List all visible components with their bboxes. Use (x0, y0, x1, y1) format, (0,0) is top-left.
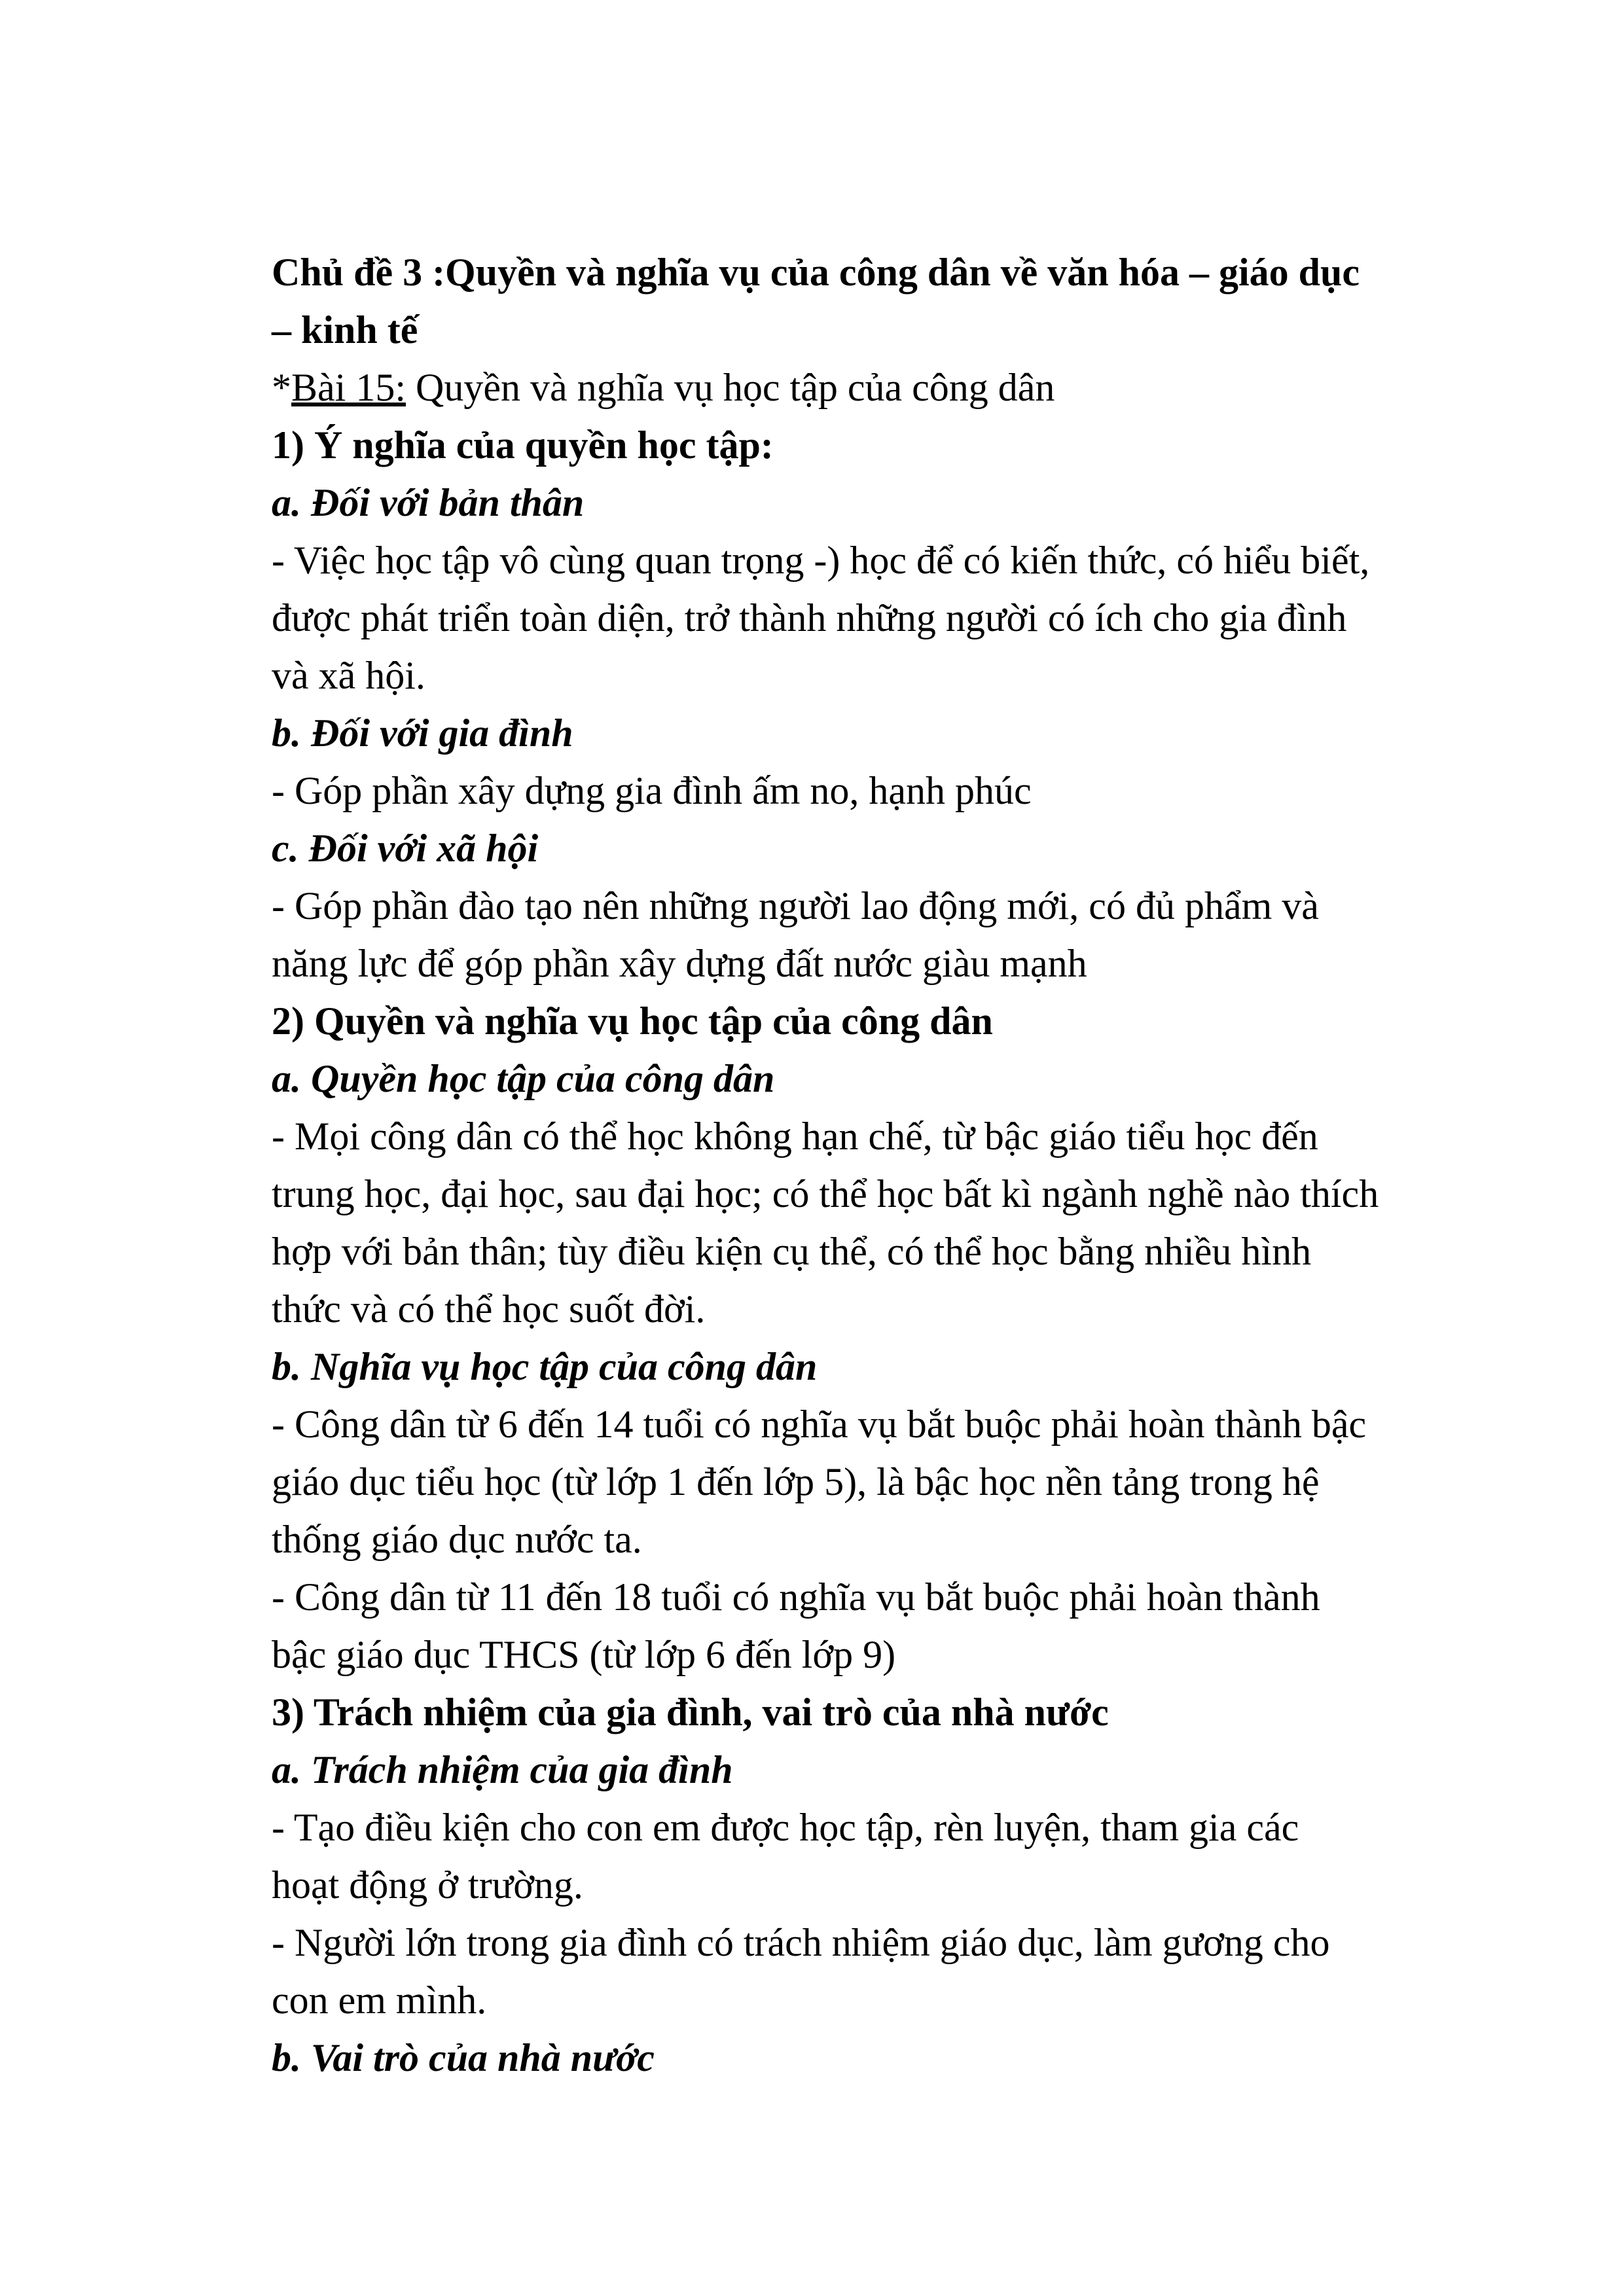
paragraph-line: được phát triển toàn diện, trở thành những người có ích cho gia đình (272, 596, 1347, 639)
lesson-label: Bài 15: (291, 366, 406, 409)
subsection-heading: b. Vai trò của nhà nước (272, 2036, 655, 2079)
paragraph-line: thống giáo dục nước ta. (272, 1518, 642, 1561)
paragraph-line: thức và có thể học suốt đời. (272, 1287, 706, 1331)
paragraph-line: - Công dân từ 11 đến 18 tuổi có nghĩa vụ bắt buộc phải hoàn thành (272, 1575, 1320, 1619)
paragraph-line: trung học, đại học, sau đại học; có thể học bất kì ngành nghề nào thích (272, 1172, 1379, 1215)
section-heading: 2) Quyền và nghĩa vụ học tập của công dân (272, 999, 993, 1043)
paragraph-line: năng lực để góp phần xây dựng đất nước giàu mạnh (272, 942, 1087, 985)
paragraph-line: - Mọi công dân có thể học không hạn chế, từ bậc giáo tiểu học đến (272, 1115, 1318, 1158)
paragraph-line: và xã hội. (272, 654, 425, 697)
lesson-prefix: * (272, 366, 291, 409)
paragraph-line: - Việc học tập vô cùng quan trọng -) học để có kiến thức, có hiểu biết, (272, 539, 1370, 582)
subsection-heading: a. Quyền học tập của công dân (272, 1057, 775, 1100)
paragraph-line: - Công dân từ 6 đến 14 tuổi có nghĩa vụ bắt buộc phải hoàn thành bậc (272, 1403, 1367, 1446)
subsection-heading: c. Đối với xã hội (272, 827, 539, 870)
document-title: Chủ đề 3 :Quyền và nghĩa vụ của công dân về văn hóa – giáo dục (272, 251, 1360, 294)
document-content (272, 243, 1528, 2087)
paragraph-line: - Tạo điều kiện cho con em được học tập, rèn luyện, tham gia các (272, 1806, 1299, 1849)
paragraph-line: hoạt động ở trường. (272, 1863, 583, 1907)
subsection-heading: b. Nghĩa vụ học tập của công dân (272, 1345, 818, 1388)
paragraph-line: con em mình. (272, 1979, 487, 2022)
paragraph-line: - Người lớn trong gia đình có trách nhiệm giáo dục, làm gương cho (272, 1921, 1330, 1964)
subsection-heading: a. Đối với bản thân (272, 481, 585, 524)
paragraph-line: hợp với bản thân; tùy điều kiện cụ thể, có thể học bằng nhiều hình (272, 1230, 1312, 1273)
section-heading: 1) Ý nghĩa của quyền học tập: (272, 423, 774, 467)
paragraph-line: giáo dục tiểu học (từ lớp 1 đến lớp 5), là bậc học nền tảng trong hệ (272, 1460, 1320, 1503)
paragraph-line: - Góp phần đào tạo nên những người lao động mới, có đủ phẩm và (272, 884, 1319, 927)
lesson-title (272, 359, 1528, 416)
paragraph-line: - Góp phần xây dựng gia đình ấm no, hạnh phúc (272, 769, 1032, 812)
subsection-heading: b. Đối với gia đình (272, 711, 573, 755)
subsection-heading: a. Trách nhiệm của gia đình (272, 1748, 733, 1791)
lesson-name: Quyền và nghĩa vụ học tập của công dân (406, 366, 1055, 409)
section-heading: 3) Trách nhiệm của gia đình, vai trò của nhà nước (272, 1691, 1109, 1734)
document-title-continued: – kinh tế (272, 308, 418, 351)
paragraph-line: bậc giáo dục THCS (từ lớp 6 đến lớp 9) (272, 1633, 896, 1676)
